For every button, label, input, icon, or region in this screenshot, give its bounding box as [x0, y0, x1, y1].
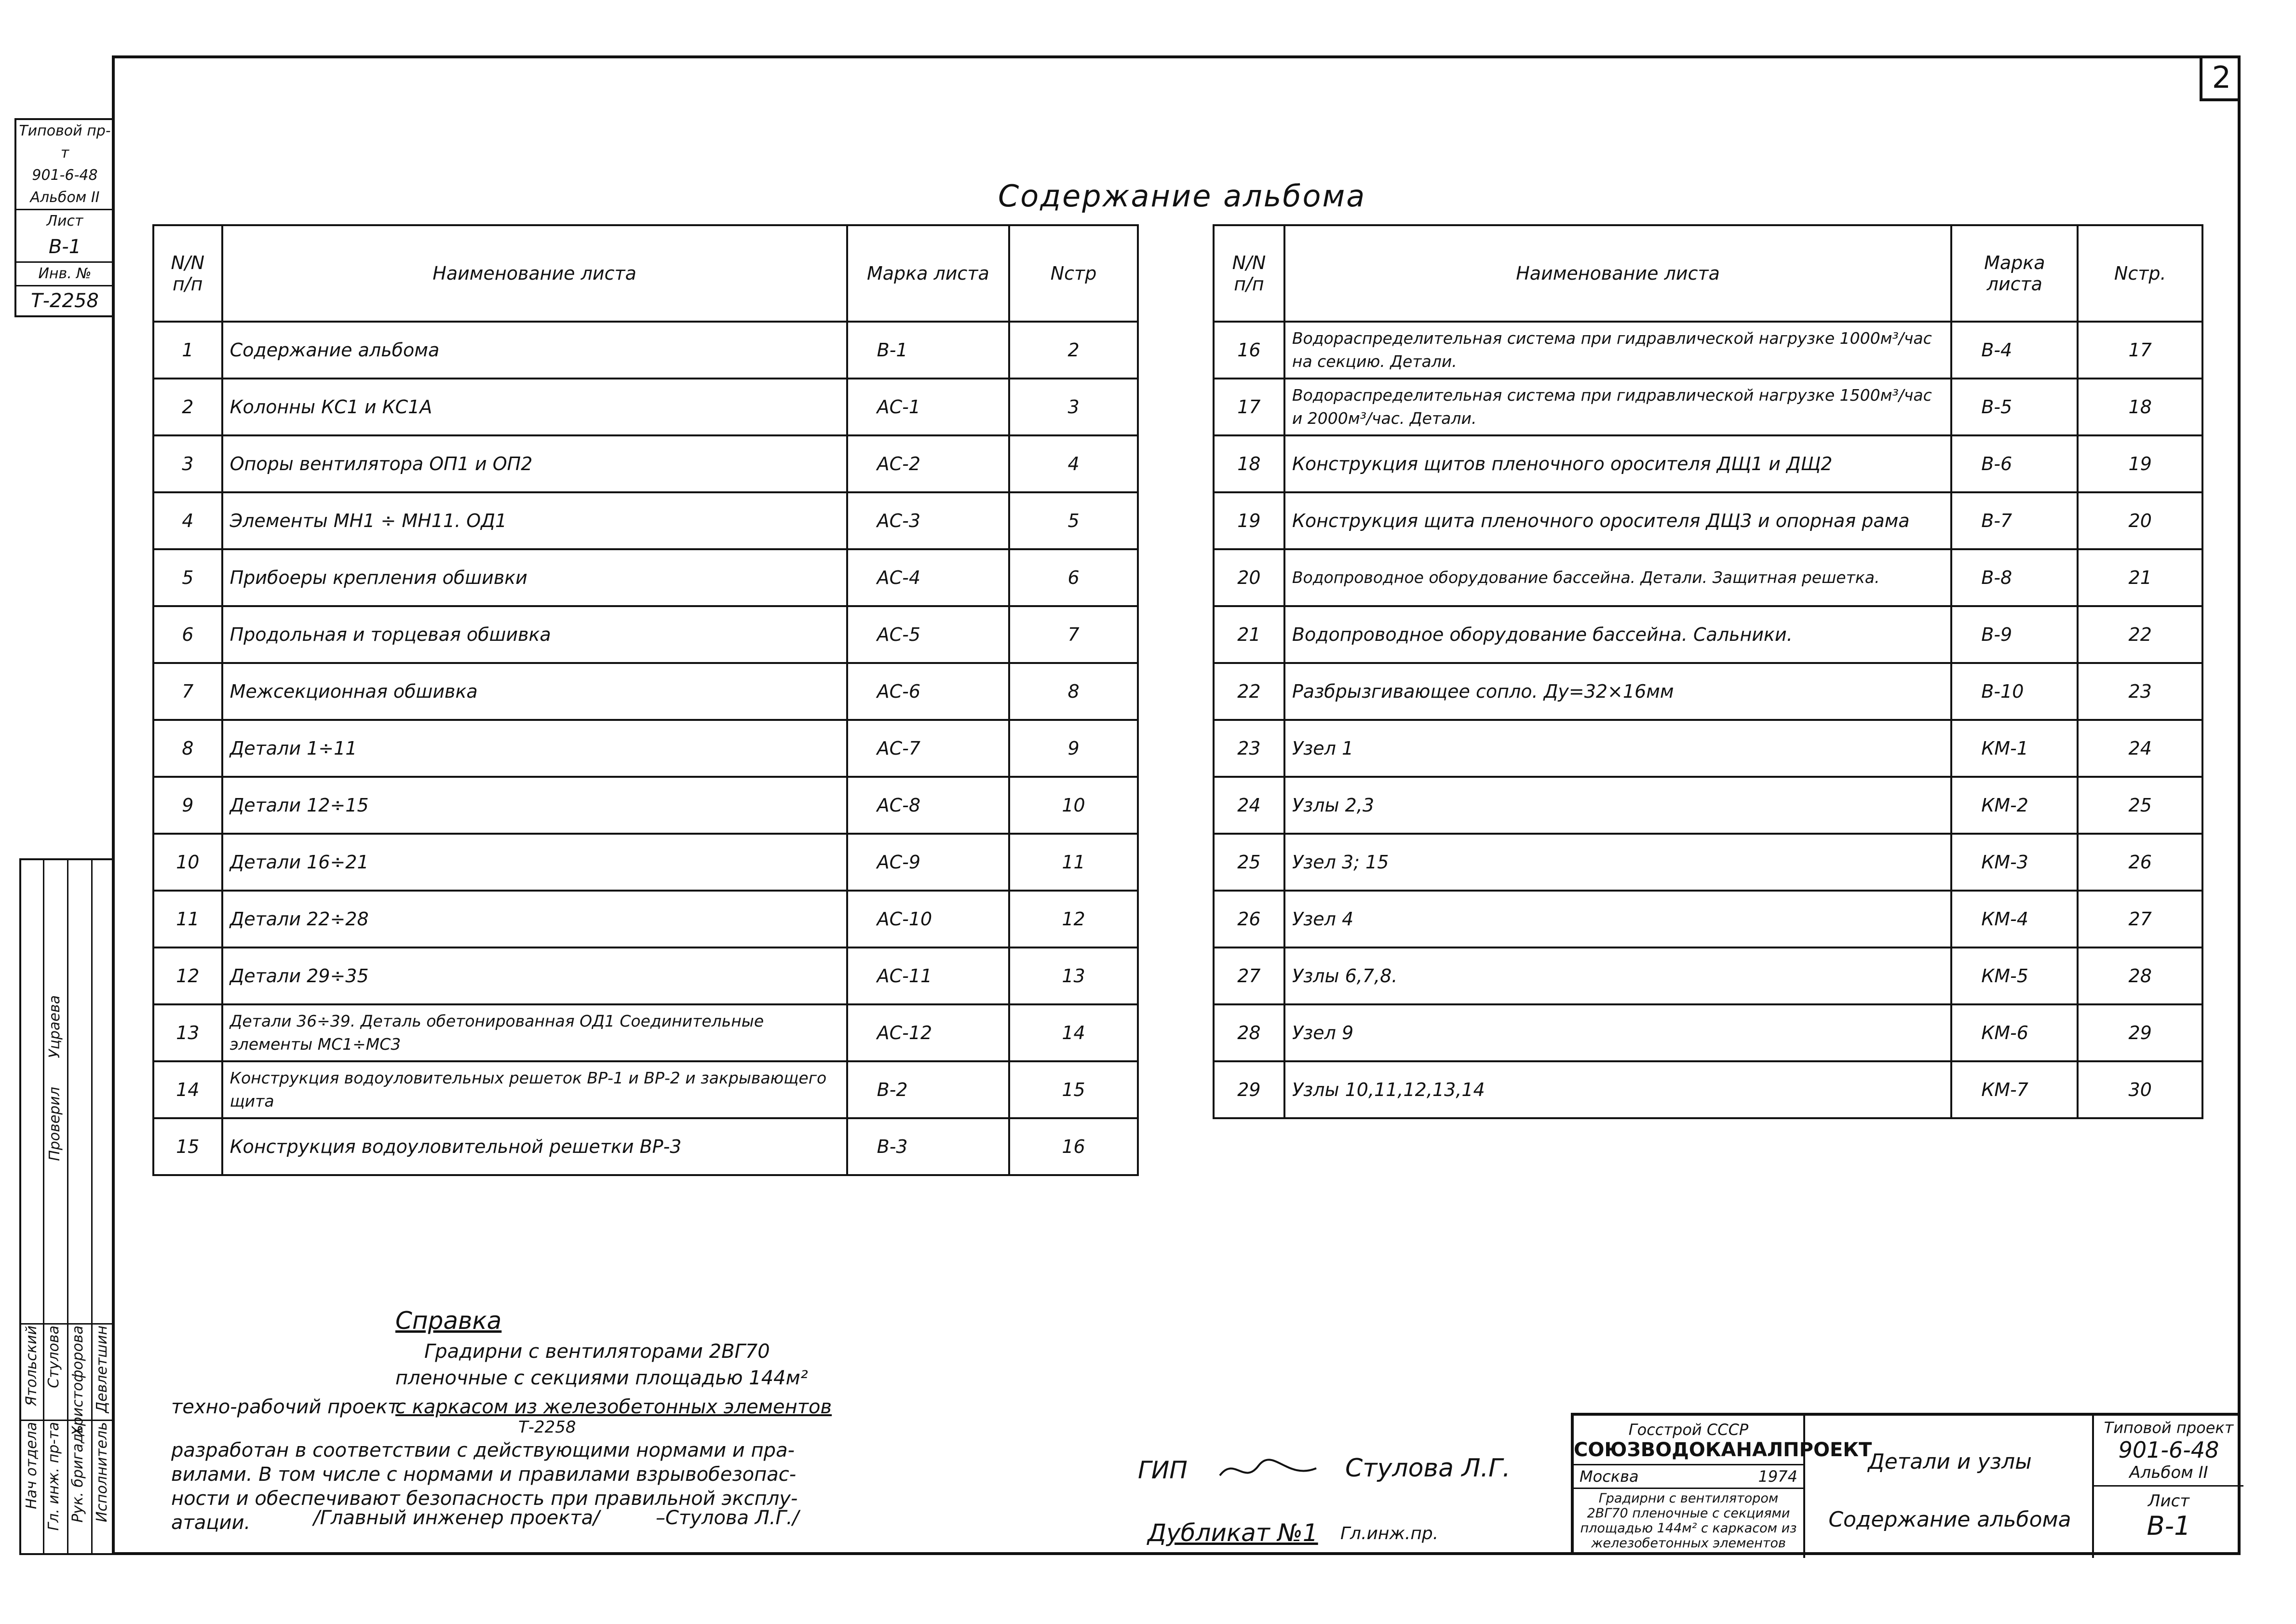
- row-mark: В-1: [847, 322, 1009, 379]
- row-page: 25: [2078, 777, 2202, 834]
- row-name: Конструкция щитов пленочного оросителя ДЩ1 и ДЩ2: [1284, 435, 1951, 492]
- row-mark: АС-7: [847, 720, 1009, 777]
- table-row: [153, 322, 1138, 379]
- row-name: Водопроводное оборудование бассейна. Сальники.: [1284, 606, 1951, 663]
- row-number: 8: [153, 720, 222, 777]
- table-row: [1214, 1061, 2202, 1118]
- note-line7: ности и обеспечивают безопасность при правильной эксплу-: [171, 1488, 798, 1510]
- role-executor: Исполнитель: [94, 1422, 110, 1522]
- row-mark: В-9: [1951, 606, 2078, 663]
- row-page: 6: [1009, 549, 1138, 606]
- checked-label: Проверил: [46, 1087, 63, 1161]
- row-name: Узел 4: [1284, 891, 1951, 947]
- row-mark: В-7: [1951, 492, 2078, 549]
- table-row: [1214, 322, 2202, 379]
- table-row: [153, 492, 1138, 549]
- note-line1: Градирни с вентиляторами 2ВГ70: [424, 1340, 770, 1363]
- margin-stamp: [14, 118, 113, 317]
- stamp-sheet-label: Лист: [46, 213, 83, 230]
- row-mark: КМ-1: [1951, 720, 2078, 777]
- row-number: 1: [153, 322, 222, 379]
- row-number: 21: [1214, 606, 1284, 663]
- row-name: Детали 16÷21: [222, 834, 847, 891]
- table-row: [153, 549, 1138, 606]
- row-number: 24: [1214, 777, 1284, 834]
- row-number: 11: [153, 891, 222, 947]
- row-number: 23: [1214, 720, 1284, 777]
- table-row: [1214, 947, 2202, 1004]
- table-row: [153, 947, 1138, 1004]
- table-row: [1214, 379, 2202, 435]
- row-number: 28: [1214, 1004, 1284, 1061]
- row-name: Конструкция водоуловительных решеток ВР-1 и ВР-2 и закрывающего щита: [222, 1061, 847, 1118]
- row-mark: КМ-5: [1951, 947, 2078, 1004]
- name-head: Ятольский: [23, 1326, 40, 1407]
- row-number: 5: [153, 549, 222, 606]
- row-name: Опоры вентилятора ОП1 и ОП2: [222, 435, 847, 492]
- table-row: [153, 834, 1138, 891]
- row-mark: АС-8: [847, 777, 1009, 834]
- row-number: 9: [153, 777, 222, 834]
- note-line4: Т-2258: [518, 1418, 576, 1437]
- row-page: 26: [2078, 834, 2202, 891]
- col-page: Nстр.: [2078, 225, 2202, 322]
- contents-table-right: [1213, 224, 2203, 1119]
- table-row: [153, 777, 1138, 834]
- row-page: 29: [2078, 1004, 2202, 1061]
- row-name: Узел 9: [1284, 1004, 1951, 1061]
- row-name: Содержание альбома: [222, 322, 847, 379]
- name-chief: Стулова: [45, 1326, 62, 1388]
- checked-name: Уцраева: [46, 995, 63, 1058]
- row-number: 27: [1214, 947, 1284, 1004]
- row-name: Межсекционная обшивка: [222, 663, 847, 720]
- role-brigade: Рук. бригады: [69, 1422, 86, 1523]
- row-page: 24: [2078, 720, 2202, 777]
- stamp-album: Альбом II: [16, 187, 113, 210]
- row-page: 16: [1009, 1118, 1138, 1175]
- row-page: 20: [2078, 492, 2202, 549]
- name-executor: Девлетшин: [94, 1326, 110, 1413]
- duplicate-signature: Гл.инж.пр.: [1340, 1524, 1439, 1543]
- row-name: Детали 12÷15: [222, 777, 847, 834]
- col-num: N/N п/п: [1214, 225, 1284, 322]
- project-desc: Градирни с вентилятором 2ВГ70 пленочные с секциями площадью 144м² с каркасом из железобетонных элементов: [1580, 1491, 1797, 1551]
- row-mark: КМ-4: [1951, 891, 2078, 947]
- row-page: 3: [1009, 379, 1138, 435]
- duplicate-mark: Дубликат №1: [1148, 1519, 1318, 1547]
- document-title: Содержание альбома: [998, 178, 1366, 214]
- row-mark: АС-11: [847, 947, 1009, 1004]
- stamp-type: Типовой пр-т: [19, 122, 111, 162]
- row-name: Прибоеры крепления обшивки: [222, 549, 847, 606]
- row-number: 18: [1214, 435, 1284, 492]
- row-name: Узел 1: [1284, 720, 1951, 777]
- row-mark: АС-3: [847, 492, 1009, 549]
- row-page: 15: [1009, 1061, 1138, 1118]
- role-head: Нач отдела: [23, 1422, 40, 1509]
- row-number: 4: [153, 492, 222, 549]
- row-number: 13: [153, 1004, 222, 1061]
- row-page: 13: [1009, 947, 1138, 1004]
- row-page: 4: [1009, 435, 1138, 492]
- col-name: Наименование листа: [222, 225, 847, 322]
- row-mark: АС-5: [847, 606, 1009, 663]
- table-row: [1214, 606, 2202, 663]
- row-name: Узлы 2,3: [1284, 777, 1951, 834]
- org-year: 1974: [1758, 1467, 1797, 1486]
- row-page: 27: [2078, 891, 2202, 947]
- row-page: 23: [2078, 663, 2202, 720]
- row-mark: АС-4: [847, 549, 1009, 606]
- row-number: 29: [1214, 1061, 1284, 1118]
- col-mark: Марка листа: [1951, 225, 2078, 322]
- row-name: Узлы 10,11,12,13,14: [1284, 1061, 1951, 1118]
- table-row: [153, 1118, 1138, 1175]
- row-page: 7: [1009, 606, 1138, 663]
- row-mark: КМ-2: [1951, 777, 2078, 834]
- row-page: 18: [2078, 379, 2202, 435]
- row-mark: АС-2: [847, 435, 1009, 492]
- table-row: [153, 720, 1138, 777]
- table-row: [153, 663, 1138, 720]
- table-row: [1214, 435, 2202, 492]
- row-mark: В-4: [1951, 322, 2078, 379]
- row-number: 17: [1214, 379, 1284, 435]
- row-page: 8: [1009, 663, 1138, 720]
- note-line3a: техно-рабочий проект: [171, 1396, 399, 1418]
- gip-name: Стулова Л.Г.: [1345, 1454, 1511, 1483]
- row-page: 10: [1009, 777, 1138, 834]
- table-row: [153, 435, 1138, 492]
- gip-signature: [1215, 1451, 1321, 1490]
- row-name: Узел 3; 15: [1284, 834, 1951, 891]
- row-page: 30: [2078, 1061, 2202, 1118]
- row-page: 19: [2078, 435, 2202, 492]
- row-number: 16: [1214, 322, 1284, 379]
- row-name: Детали 1÷11: [222, 720, 847, 777]
- table-row: [1214, 834, 2202, 891]
- table-row: [1214, 720, 2202, 777]
- row-name: Водораспределительная система при гидравлической нагрузке 1000м³/час на секцию. Детали.: [1284, 322, 1951, 379]
- table-row: [1214, 663, 2202, 720]
- row-name: Детали 22÷28: [222, 891, 847, 947]
- org-line1: Госстрой СССР: [1628, 1421, 1749, 1439]
- row-name: Узлы 6,7,8.: [1284, 947, 1951, 1004]
- title-block: [1571, 1413, 2241, 1555]
- table-row: [153, 606, 1138, 663]
- table-row: [153, 891, 1138, 947]
- proj-number: 901-6-48: [2118, 1437, 2219, 1463]
- role-chief: Гл. инж. пр-та: [45, 1422, 62, 1531]
- row-name: Колонны КС1 и КС1А: [222, 379, 847, 435]
- row-name: Детали 36÷39. Деталь обетонированная ОД1 Соединительные элементы МС1÷МС3: [222, 1004, 847, 1061]
- stamp-sheet: В-1: [16, 232, 113, 263]
- row-name: Разбрызгивающее сопло. Ду=32×16мм: [1284, 663, 1951, 720]
- title-center1: Детали и узлы: [1868, 1449, 2032, 1474]
- row-page: 5: [1009, 492, 1138, 549]
- title-center2: Содержание альбома: [1828, 1507, 2071, 1532]
- note-line8b: /Главный инженер проекта/: [313, 1507, 600, 1529]
- table-row: [1214, 1004, 2202, 1061]
- table-row: [1214, 492, 2202, 549]
- row-number: 22: [1214, 663, 1284, 720]
- row-number: 15: [153, 1118, 222, 1175]
- row-mark: КМ-6: [1951, 1004, 2078, 1061]
- row-number: 10: [153, 834, 222, 891]
- row-page: 14: [1009, 1004, 1138, 1061]
- row-mark: В-10: [1951, 663, 2078, 720]
- col-name: Наименование листа: [1284, 225, 1951, 322]
- row-page: 17: [2078, 322, 2202, 379]
- row-name: Водопроводное оборудование бассейна. Детали. Защитная решетка.: [1284, 549, 1951, 606]
- row-page: 22: [2078, 606, 2202, 663]
- note-line3b: с каркасом из железобетонных элементов: [395, 1396, 832, 1418]
- stamp-project: 901-6-48: [32, 167, 98, 184]
- row-page: 2: [1009, 322, 1138, 379]
- row-mark: АС-10: [847, 891, 1009, 947]
- row-number: 25: [1214, 834, 1284, 891]
- row-name: Элементы МН1 ÷ МН11. ОД1: [222, 492, 847, 549]
- row-number: 19: [1214, 492, 1284, 549]
- sheet-number: 2: [2200, 55, 2241, 101]
- stamp-inv-number: Т-2258: [31, 290, 99, 312]
- table-row: [1214, 549, 2202, 606]
- table-row: [1214, 891, 2202, 947]
- row-name: Конструкция водоуловительной решетки ВР-3: [222, 1118, 847, 1175]
- album-label: Альбом II: [2094, 1463, 2243, 1487]
- table-row: [153, 1061, 1138, 1118]
- row-number: 7: [153, 663, 222, 720]
- table-row: [1214, 777, 2202, 834]
- org-name: СОЮЗВОДОКАНАЛПРОЕКТ: [1574, 1439, 1803, 1465]
- row-page: 28: [2078, 947, 2202, 1004]
- stamp-inv-label: Инв. №: [16, 263, 113, 286]
- row-page: 9: [1009, 720, 1138, 777]
- proj-label: Типовой проект: [2104, 1419, 2234, 1437]
- note-line8c: –Стулова Л.Г./: [656, 1507, 799, 1529]
- row-name: Водораспределительная система при гидравлической нагрузке 1500м³/час и 2000м³/час. Детали.: [1284, 379, 1951, 435]
- row-mark: АС-6: [847, 663, 1009, 720]
- row-number: 14: [153, 1061, 222, 1118]
- row-mark: В-6: [1951, 435, 2078, 492]
- row-number: 20: [1214, 549, 1284, 606]
- row-name: Конструкция щита пленочного оросителя ДЩ3 и опорная рама: [1284, 492, 1951, 549]
- table-row: [153, 379, 1138, 435]
- row-number: 2: [153, 379, 222, 435]
- row-page: 21: [2078, 549, 2202, 606]
- note-line6: вилами. В том числе с нормами и правилами взрывобезопас-: [171, 1463, 797, 1486]
- name-brigade: Христофорова: [69, 1326, 86, 1436]
- signature-strip: [19, 858, 113, 1555]
- row-mark: АС-1: [847, 379, 1009, 435]
- row-number: 26: [1214, 891, 1284, 947]
- row-mark: АС-12: [847, 1004, 1009, 1061]
- note-title: Справка: [395, 1307, 502, 1335]
- row-mark: КМ-3: [1951, 834, 2078, 891]
- row-mark: В-2: [847, 1061, 1009, 1118]
- contents-table-left: [152, 224, 1139, 1176]
- row-mark: В-3: [847, 1118, 1009, 1175]
- col-page: Nстр: [1009, 225, 1138, 322]
- col-mark: Марка листа: [847, 225, 1009, 322]
- row-mark: В-8: [1951, 549, 2078, 606]
- row-page: 11: [1009, 834, 1138, 891]
- sheet-code: В-1: [2147, 1511, 2191, 1541]
- gip-label: ГИП: [1138, 1456, 1188, 1484]
- row-page: 12: [1009, 891, 1138, 947]
- note-line8: атации.: [171, 1512, 251, 1534]
- row-number: 6: [153, 606, 222, 663]
- row-mark: АС-9: [847, 834, 1009, 891]
- row-number: 12: [153, 947, 222, 1004]
- note-line5: разработан в соответствии с действующими нормами и пра-: [171, 1439, 795, 1462]
- org-city: Москва: [1580, 1467, 1639, 1486]
- row-name: Продольная и торцевая обшивка: [222, 606, 847, 663]
- row-mark: В-5: [1951, 379, 2078, 435]
- row-number: 3: [153, 435, 222, 492]
- note-line2: пленочные с секциями площадью 144м²: [395, 1367, 808, 1389]
- row-name: Детали 29÷35: [222, 947, 847, 1004]
- table-row: [153, 1004, 1138, 1061]
- sheet-label: Лист: [2147, 1491, 2190, 1511]
- col-num: N/N п/п: [153, 225, 222, 322]
- row-mark: КМ-7: [1951, 1061, 2078, 1118]
